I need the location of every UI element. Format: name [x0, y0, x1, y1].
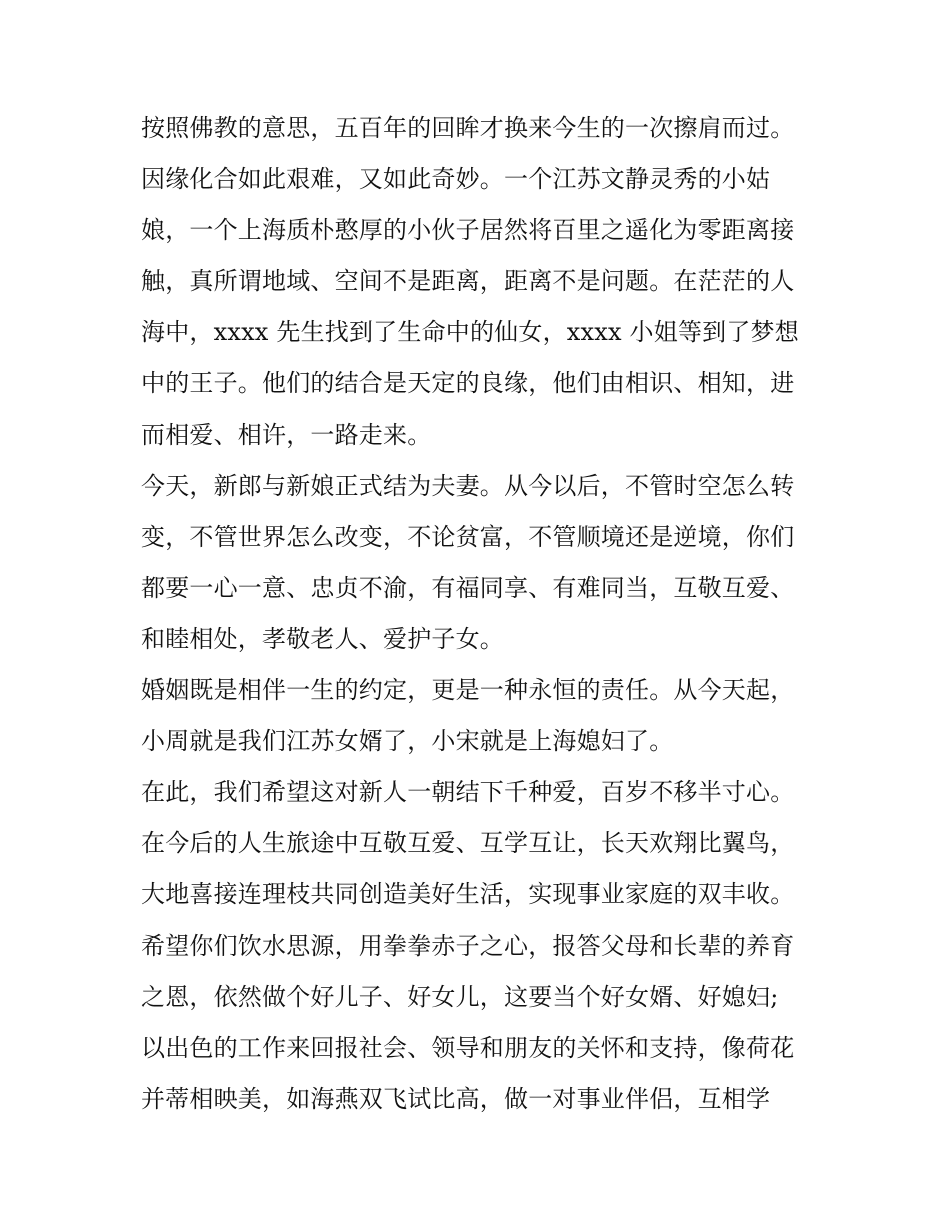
text-line: 娘，一个上海质朴憨厚的小伙子居然将百里之遥化为零距离接 — [141, 216, 795, 245]
body-text — [141, 103, 831, 1125]
text-line: 和睦相处，孝敬老人、爱护子女。 — [141, 624, 504, 653]
text-line: 海中，xxxx 先生找到了生命中的仙女，xxxx 小姐等到了梦想 — [141, 318, 799, 347]
text-line: 小周就是我们江苏女婿了，小宋就是上海媳妇了。 — [141, 727, 674, 756]
text-line: 而相爱、相许，一路走来。 — [141, 420, 432, 449]
text-line: 在此，我们希望这对新人一朝结下千种爱，百岁不移半寸心。 — [141, 778, 795, 807]
text-line: 并蒂相映美，如海燕双飞试比高，做一对事业伴侣，互相学 — [141, 1084, 771, 1113]
text-line: 都要一心一意、忠贞不渝，有福同享、有难同当，互敬互爱、 — [141, 573, 795, 602]
text-line: 之恩，依然做个好儿子、好女儿，这要当个好女婿、好媳妇; — [141, 982, 779, 1011]
text-line: 大地喜接连理枝共同创造美好生活，实现事业家庭的双丰收。 — [141, 880, 795, 909]
text-line: 中的王子。他们的结合是天定的良缘，他们由相识、相知，进 — [141, 369, 795, 398]
text-line: 今天，新郎与新娘正式结为夫妻。从今以后，不管时空怎么转 — [141, 471, 795, 500]
text-line: 在今后的人生旅途中互敬互爱、互学互让，长天欢翔比翼鸟， — [141, 829, 795, 858]
text-line: 以出色的工作来回报社会、领导和朋友的关怀和支持，像荷花 — [141, 1033, 795, 1062]
text-line: 触，真所谓地域、空间不是距离，距离不是问题。在茫茫的人 — [141, 267, 795, 296]
text-line: 变，不管世界怎么改变，不论贫富，不管顺境还是逆境，你们 — [141, 522, 795, 551]
text-line: 婚姻既是相伴一生的约定，更是一种永恒的责任。从今天起， — [141, 676, 795, 705]
text-line: 因缘化合如此艰难，又如此奇妙。一个江苏文静灵秀的小姑 — [141, 165, 771, 194]
text-line: 希望你们饮水思源，用拳拳赤子之心，报答父母和长辈的养育 — [141, 931, 795, 960]
text-line: 按照佛教的意思，五百年的回眸才换来今生的一次擦肩而过。 — [141, 114, 795, 142]
